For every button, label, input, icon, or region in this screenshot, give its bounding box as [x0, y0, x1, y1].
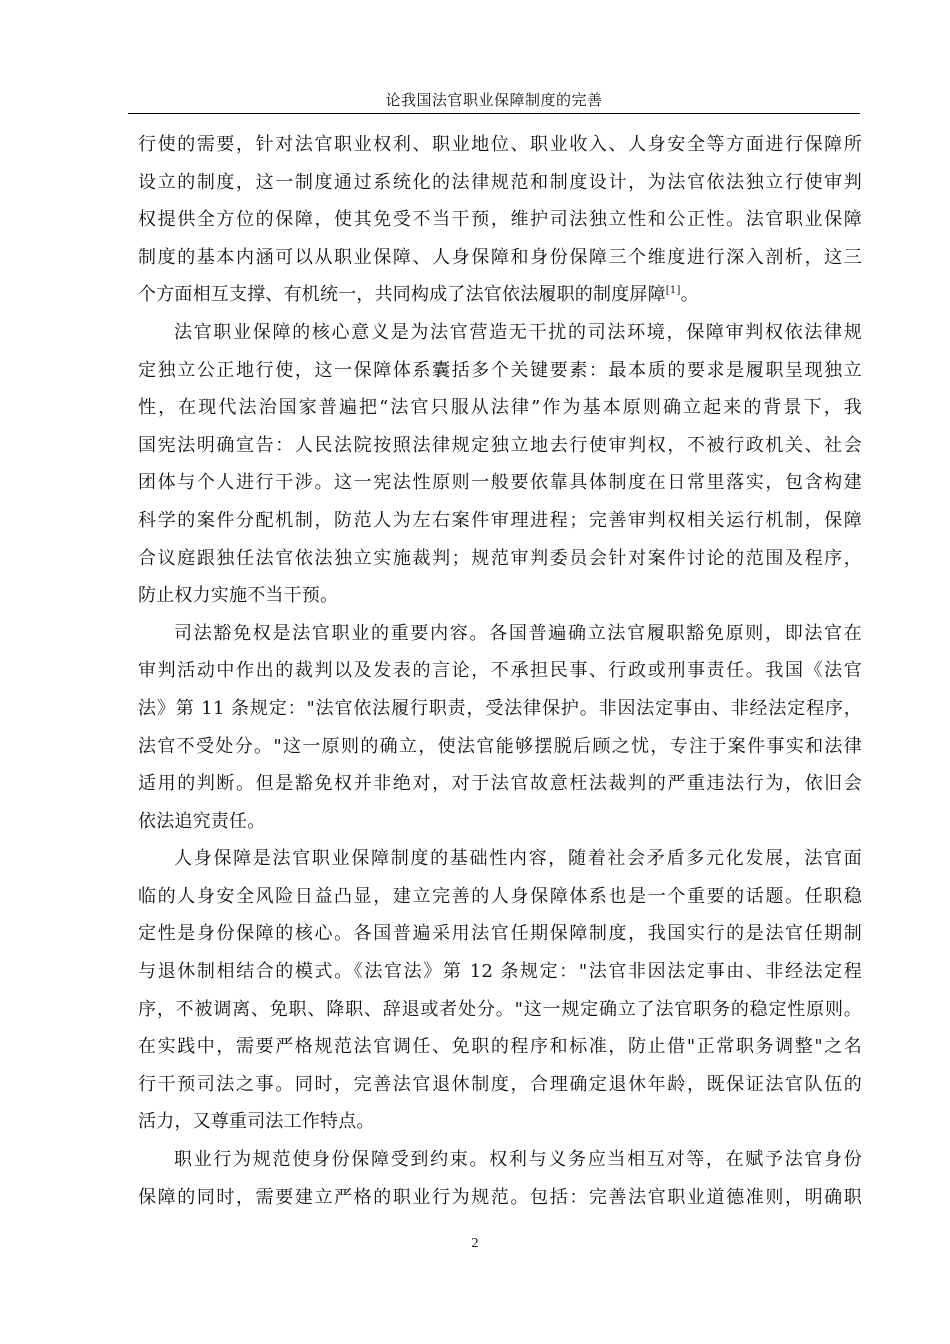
text-line: 临的人身安全风险日益凸显，建立完善的人身保障体系也是一个重要的话题。任职稳: [138, 885, 862, 907]
text-line: 科学的案件分配机制，防范人为左右案件审理进程；完善审判权相关运行机制，保障: [138, 509, 862, 531]
text-line: 权提供全方位的保障，使其免受不当干预，维护司法独立性和公正性。法官职业保障: [138, 209, 862, 231]
text-line: 法官不受处分。"这一原则的确立，使法官能够摆脱后顾之忧，专注于案件事实和法律: [138, 735, 862, 757]
text-line: 职业行为规范使身份保障受到约束。权利与义务应当相互对等，在赋予法官身份: [174, 1149, 862, 1171]
text-line: 性，在现代法治国家普遍把“法官只服从法律”作为基本原则确立起来的背景下，我: [138, 397, 862, 419]
text-line: 防止权力实施不当干预。: [138, 585, 339, 607]
text-line: 行干预司法之事。同时，完善法官退休制度，合理确定退休年龄，既保证法官队伍的: [138, 1073, 862, 1095]
text-line: 设立的制度，这一制度通过系统化的法律规范和制度设计，为法官依法独立行使审判: [138, 171, 862, 193]
paragraph-1: [138, 126, 862, 314]
text-line: [138, 276, 862, 314]
text-line: 保障的同时，需要建立严格的职业行为规范。包括：完善法官职业道德准则，明确职: [138, 1186, 862, 1208]
paragraph-3: [138, 615, 862, 841]
page-number: 2: [471, 1236, 479, 1251]
text-line: 国宪法明确宣告：人民法院按照法律规定独立地去行使审判权，不被行政机关、社会: [138, 434, 862, 456]
header-rule: [128, 113, 860, 114]
text-line: 司法豁免权是法官职业的重要内容。各国普遍确立法官履职豁免原则，即法官在: [174, 622, 862, 644]
text-line: 定性是身份保障的核心。各国普遍采用法官任期保障制度，我国实行的是法官任期制: [138, 923, 862, 945]
text-line: 在实践中，需要严格规范法官调任、免职的程序和标准，防止借"正常职务调整"之名: [138, 1036, 862, 1058]
paragraph-4: [138, 840, 862, 1141]
citation-ref: [1]: [665, 285, 681, 297]
text-line: 合议庭跟独任法官依法独立实施裁判；规范审判委员会针对案件讨论的范围及程序，: [138, 547, 862, 569]
text-span: 。: [680, 284, 699, 306]
paragraph-2: [138, 314, 862, 615]
text-line: 适用的判断。但是豁免权并非绝对，对于法官故意枉法裁判的严重违法行为，依旧会: [138, 773, 862, 795]
text-line: 活力，又尊重司法工作特点。: [138, 1111, 375, 1133]
text-line: 法官职业保障的核心意义是为法官营造无干扰的司法环境，保障审判权依法律规: [174, 321, 862, 343]
text-line: 人身保障是法官职业保障制度的基础性内容，随着社会矛盾多元化发展，法官面: [174, 848, 862, 870]
text-line: 序，不被调离、免职、降职、辞退或者处分。"这一规定确立了法官职务的稳定性原则。: [138, 998, 862, 1020]
text-line: 与退休制相结合的模式。《法官法》第 12 条规定："法官非因法定事由、非经法定程: [138, 961, 862, 983]
running-header: 论我国法官职业保障制度的完善: [385, 91, 603, 109]
paragraph-5: [138, 1141, 862, 1216]
text-span: 个方面相互支撑、有机统一，共同构成了法官依法履职的制度屏障: [138, 284, 666, 306]
body-text: [138, 126, 862, 1216]
text-line: 制度的基本内涵可以从职业保障、人身保障和身份保障三个维度进行深入剖析，这三: [138, 246, 862, 268]
text-line: 行使的需要，针对法官职业权利、职业地位、职业收入、人身安全等方面进行保障所: [138, 134, 862, 155]
text-line: 团体与个人进行干涉。这一宪法性原则一般要依靠具体制度在日常里落实，包含构建: [138, 472, 862, 494]
text-line: 依法追究责任。: [138, 810, 266, 832]
text-line: 审判活动中作出的裁判以及发表的言论，不承担民事、行政或刑事责任。我国《法官: [138, 660, 862, 682]
text-line: 法》第 11 条规定："法官依法履行职责，受法律保护。非因法定事由、非经法定程序，: [138, 697, 862, 719]
text-line: 定独立公正地行使，这一保障体系囊括多个关键要素：最本质的要求是履职呈现独立: [138, 359, 862, 381]
